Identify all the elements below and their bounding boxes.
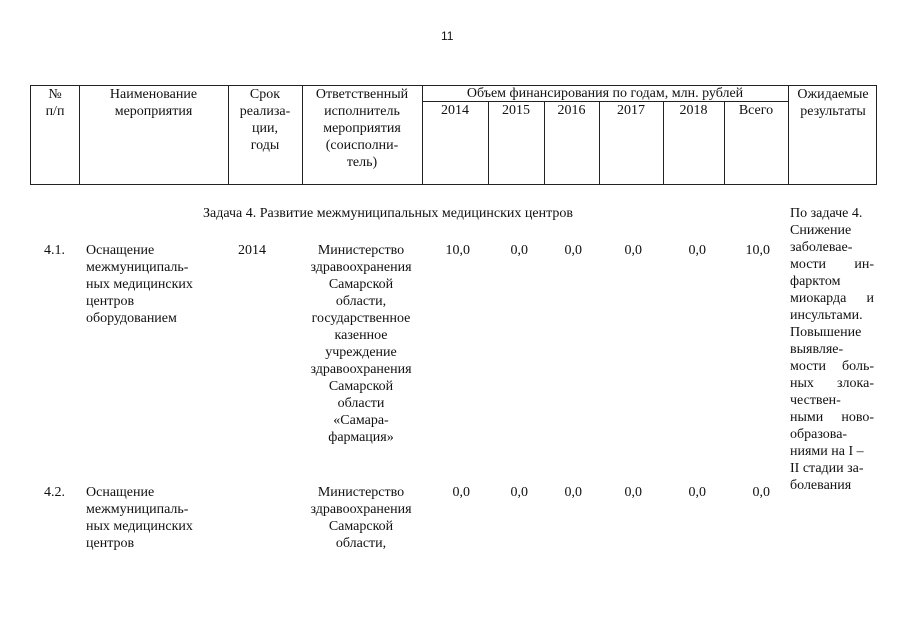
header-term: Срок реализа- ции, годы	[239, 87, 291, 153]
row-value-2016: 0,0	[564, 243, 582, 258]
row-value-total: 0,0	[752, 485, 770, 500]
header-results: Ожидаемые результаты	[797, 87, 869, 119]
header-num: № п/п	[45, 87, 65, 119]
header-name: Наименование мероприятия	[109, 87, 198, 119]
row-number: 4.1.	[44, 243, 65, 258]
header-year-2018: 2018	[679, 103, 708, 118]
page-number: 11	[441, 29, 454, 43]
row-value-2015: 0,0	[510, 485, 528, 500]
header-year-2015: 2015	[502, 103, 530, 118]
row-term: 2014	[238, 243, 266, 258]
row-value-2014: 0,0	[452, 485, 470, 500]
header-year-2017: 2017	[617, 103, 645, 118]
header-executor: Ответственный исполнитель мероприятия (соисполни- тель)	[315, 87, 409, 170]
row-number: 4.2.	[44, 485, 65, 500]
row-name: Оснащение межмуниципаль- ных медицинских центров	[86, 485, 193, 551]
row-value-2018: 0,0	[688, 243, 706, 258]
row-value-2017: 0,0	[624, 243, 642, 258]
task-title: Задача 4. Развитие межмуниципальных медицинских центров	[203, 206, 573, 221]
row-executor: Министерство здравоохранения Самарской области,	[310, 485, 412, 551]
row-value-2017: 0,0	[624, 485, 642, 500]
header-funding-title: Объем финансирования по годам, млн. рублей	[466, 86, 744, 101]
header-year-2014: 2014	[441, 103, 469, 118]
header-total: Всего	[738, 103, 774, 118]
row-value-total: 10,0	[745, 243, 770, 258]
table-header	[30, 85, 877, 185]
row-value-2015: 0,0	[510, 243, 528, 258]
expected-results: По задаче 4. Снижение заболевае- мости ин- фарктом миокарда и инсультами. Повышение выявляе- мости боль- ных злока- чествен- ными ново- образова- ниями на I – II стадии за- болевания	[790, 206, 874, 493]
row-value-2018: 0,0	[688, 485, 706, 500]
row-value-2016: 0,0	[564, 485, 582, 500]
row-executor: Министерство здравоохранения Самарской области, государственное казенное учреждение здравоохранения Самарской области «Самара- фармация»	[310, 243, 412, 445]
row-name: Оснащение межмуниципаль- ных медицинских центров оборудованием	[86, 243, 193, 326]
row-value-2014: 10,0	[445, 243, 470, 258]
header-year-2016: 2016	[557, 103, 586, 118]
